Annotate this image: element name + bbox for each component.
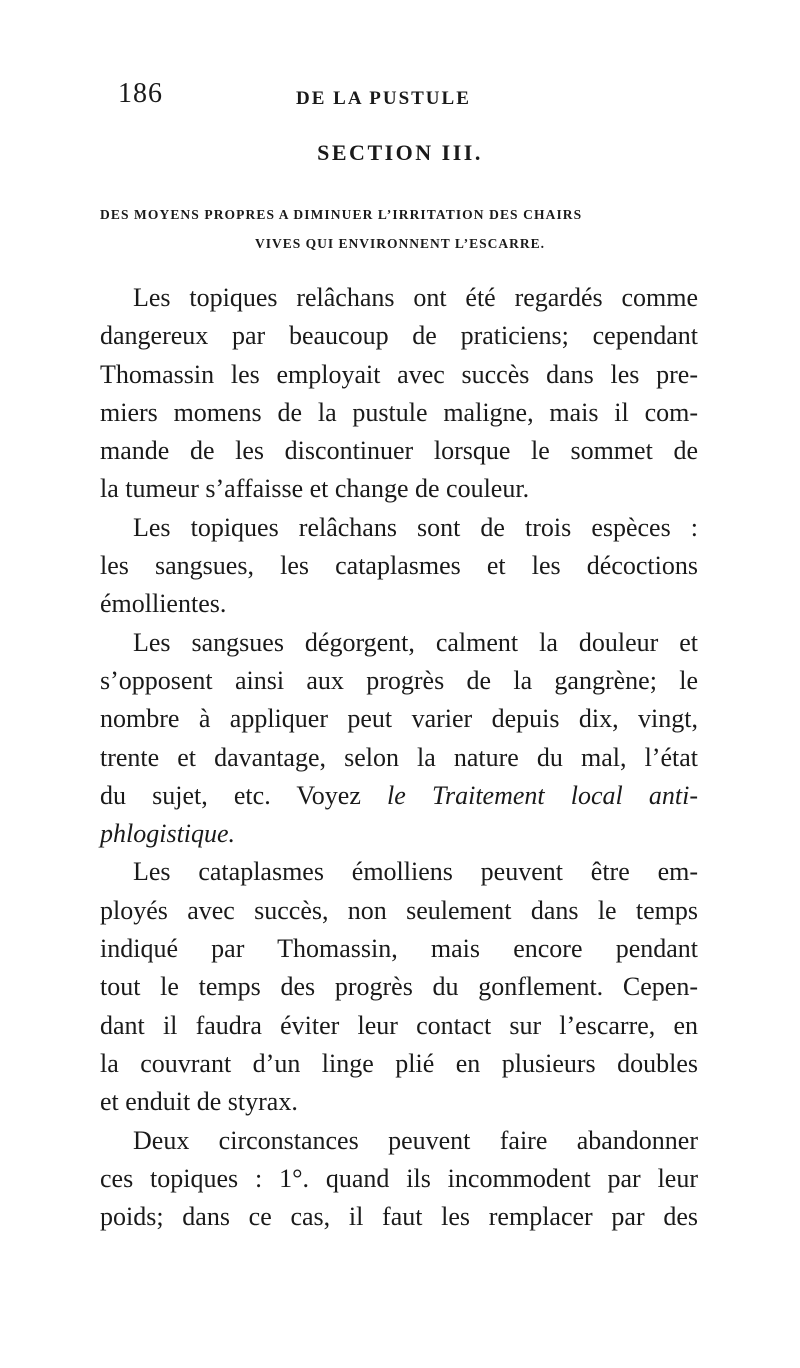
section-subtitle [100, 200, 700, 258]
text-line: la couvrant d’un linge plié en plusieurs doubles [100, 1048, 698, 1078]
text-line: ployés avec succès, non seulement dans le temps [100, 895, 698, 925]
text-line: Thomassin les employait avec succès dans les pre- [100, 359, 698, 389]
text-line: Les topiques relâchans ont été regardés comme [133, 283, 698, 312]
running-head [118, 78, 678, 118]
text-line: émollientes. [100, 589, 227, 619]
italic-reference: le Traitement local anti- [387, 780, 699, 810]
text-line: la tumeur s’affaisse et change de couleur. [100, 474, 530, 504]
text-line: tout le temps des progrès du gonflement. Cepen- [100, 972, 698, 1002]
text-line: dant il faudra éviter leur contact sur l’escarre, en [100, 1010, 698, 1040]
text-line: ces topiques : 1°. quand ils incommodent par leur [100, 1163, 698, 1193]
text-line: s’opposent ainsi aux progrès de la gangrène; le [100, 665, 698, 695]
text-line: trente et davantage, selon la nature du mal, l’état [100, 742, 698, 772]
text-line: Les topiques relâchans sont de trois espèces : [133, 512, 698, 542]
text-line: dangereux par beaucoup de praticiens; cependant [100, 321, 698, 351]
page-number: 186 [118, 78, 163, 109]
body-text [100, 279, 698, 1236]
subtitle-line: DES MOYENS PROPRES A DIMINUER L’IRRITATION DES CHAIRS [100, 207, 583, 222]
text-line: et enduit de styrax. [100, 1087, 298, 1117]
text-line: nombre à appliquer peut varier depuis dix, vingt, [100, 704, 698, 734]
text-line: Deux circonstances peuvent faire abandonner [133, 1125, 698, 1155]
text-line: miers momens de la pustule maligne, mais il com- [100, 397, 698, 427]
section-title: SECTION III. [317, 140, 483, 165]
text-line: mande de les discontinuer lorsque le sommet de [100, 436, 698, 466]
text-run: du sujet, etc. Voyez [100, 780, 361, 810]
text-line: les sangsues, les cataplasmes et les décoctions [100, 551, 698, 581]
subtitle-line: VIVES QUI ENVIRONNENT L’ESCARRE. [254, 236, 546, 251]
text-line: indiqué par Thomassin, mais encore pendant [100, 934, 698, 964]
text-line: Les sangsues dégorgent, calment la douleur et [133, 627, 698, 657]
running-title: DE LA PUSTULE [296, 88, 471, 109]
text-line-with-reference [100, 777, 698, 815]
text-line: Les cataplasmes émolliens peuvent être em- [133, 857, 698, 887]
text-line: phlogistique. [100, 819, 236, 849]
text-line: poids; dans ce cas, il faut les remplacer par des [100, 1202, 698, 1232]
